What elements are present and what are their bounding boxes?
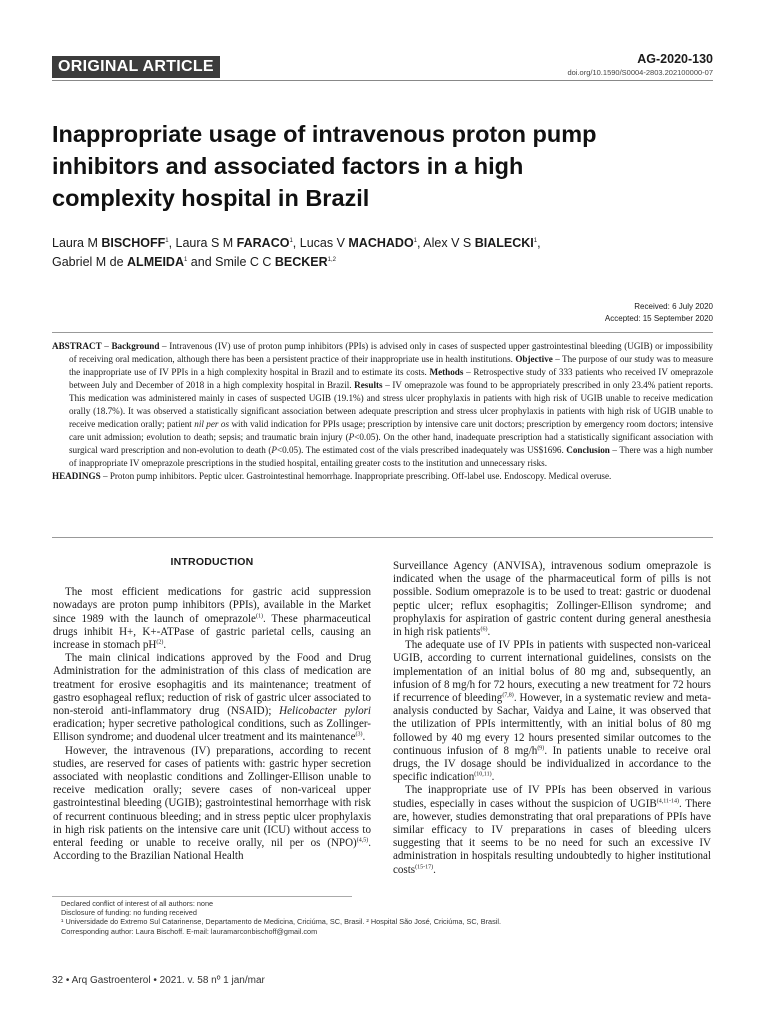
author-affiliation: 1 (533, 237, 538, 244)
citation-ref: (15-17) (415, 864, 434, 870)
body-column-left (53, 556, 371, 863)
paragraph-text: . (163, 639, 167, 652)
abstract-top-rule (52, 332, 713, 333)
submission-dates (605, 301, 713, 325)
citation-ref: (3) (355, 731, 363, 738)
author-surname: BECKER (274, 255, 328, 269)
headings-text: Proton pump inhibitors. Peptic ulcer. Gastrointestinal hemorrhage. Inappropriate prescribing. Off-label use. Endoscopy. Medical overuse. (109, 471, 612, 482)
paragraph-text: . According to the Brazilian National Health (53, 837, 371, 863)
citation-ref: (9) (537, 745, 545, 752)
author-surname: FARACO (236, 236, 290, 250)
methods-text: Retrospective study of 333 patients who received IV omeprazole between July and December of 2018 in a high complexity hospital in Brazil. (69, 367, 714, 391)
issue-info: 2021. v. 58 nº 1 jan/mar (159, 975, 265, 986)
citation-ref: (4,11-14) (656, 797, 680, 804)
paragraph-text: . There are, however, studies demonstrating that oral preparations of PPIs have similar efficacy to IV preparations in cases of bleeding ulcers suggesting that it seems to be no need for such an excessive IV administration in hospitals resulting undoubtedly to higher institutional costs (393, 797, 711, 876)
header-divider (52, 80, 713, 81)
author-sep: , (417, 236, 424, 250)
headings-label: HEADINGS (52, 471, 101, 482)
author-given: Lucas V (299, 236, 349, 250)
author-affiliation: 1,2 (327, 256, 337, 263)
background-text: Intravenous (IV) use of proton pump inhibitors (PPIs) is advised only in cases of suspected upper gastrointestinal bleeding (UGIB) or impossibility of receiving oral medication, although there has been a persistent practice of their inappropriate use in health institutions. (69, 341, 713, 365)
section-heading-introduction: INTRODUCTION (170, 556, 254, 568)
author-surname: BIALECKI (474, 236, 534, 250)
paragraph-text: The adequate use of IV PPIs in patients with suspected non-variceal UGIB, according to current international guidelines, consists on the implementation of an initial bolus of 80 mg and, subsequently, an infusion of 8 mg/h for 72 hours, executing a new treatment for 72 hours if recurrence of bleeding (393, 639, 711, 705)
journal-name: Arq Gastroenterol (71, 975, 151, 986)
intro-paragraph-3 (53, 745, 371, 864)
funding-statement: Disclosure of funding: no funding received (61, 908, 197, 918)
paragraph-text: . (491, 771, 495, 784)
results-label: Results (354, 380, 383, 391)
intro-paragraph-3-continued (393, 560, 711, 639)
results-text: <0.05). The estimated cost of the vials prescribed inadequately was US$1696. (276, 445, 567, 456)
author-given: Laura S M (175, 236, 237, 250)
body-column-right (393, 560, 711, 877)
paragraph-text: The most efficient medications for gastric acid suppression nowadays are proton pump inhibitors (PPIs), available in the Market since 1989 with the launch of omeprazole (53, 586, 371, 625)
abstract-body: ABSTRACT – Background – Intravenous (IV) use of proton pump inhibitors (PPIs) is advised only in cases of suspected upper gastrointestinal bleeding (UGIB) or impossibility of receiving oral medication, although there has been a persistent practice of their inappropriate use in health institutions. Objective – The purpose of our study was to measure the inappropriate use of IV PPIs in a high complexity hospital in Brazil and to estimate its costs. Methods – Retrospective study of 333 patients who received IV omeprazole between July and December of 2018 in a high complexity hospital in Brazil. Results – IV omeprazole was found to be appropriately prescribed in only 23.4% patient reports. This medication was administered mainly in cases of suspected UGIB (19.1%) and stress ulcer prophylaxis in patients with high risk of UGIB unable to receive medication orally (18.7%). It was observed a statistically significant association between adequate prescription and stress ulcer prophylaxis in patients with high risk of UGIB unable to receive medication orally; patient nil per os with valid indication for PPIs usage; prescription by intensive care unit doctors; prescription by emergency room doctors; intensive care unit admission; evolution to death; sepsis; and traumatic brain injury (P<0.05). On the other hand, inadequate prescription had a statistically significant association with surgical ward prescription and non-evolution to death (P<0.05). The estimated cost of the vials prescribed inadequately was US$1696. Conclusion – There was a high number of inappropriate IV omeprazole prescriptions in the studied hospital, entailing greater costs to the institution and unnecessary risks. (52, 341, 714, 469)
abstract-label: ABSTRACT (52, 341, 102, 351)
author-surname: BISCHOFF (101, 236, 166, 250)
paragraph-text: However, the intravenous (IV) preparations, according to recent studies, are reserved for cases of patients with: gastric hyper secretion associated with neoplastic conditions and Zollinger-Ellison unable to receive medication orally; severe cases of non-variceal upper gastrointestinal bleeding (UGIB); gastrointestinal hemorrhage with risk of recurrent continuous bleeding; and in stress peptic ulcer prophylaxis in high risk patients on the intensive care unit (ICU) without access to enteral feeding or unable to receive orally, nil per os (NPO) (53, 744, 371, 850)
page-footer: 32 • Arq Gastroenterol • 2021. v. 58 nº 1 jan/mar (52, 975, 265, 986)
intro-paragraph-5 (393, 784, 711, 876)
paragraph-text: Surveillance Agency (ANVISA), intravenous sodium omeprazole is indicated when the usage of the pharmaceutical form of pills is not possible. Sodium omeprazole is to be used to treat: gastric or duodenal peptic ulcer; reflux esophagitis; Zollinger-Ellison syndrome; and prophylaxis for aspiration of gastric content during general anesthesia in high risk patients (393, 560, 711, 639)
species-name: Helicobacter pylori (279, 705, 371, 718)
abstract-bottom-rule (52, 537, 713, 538)
intro-paragraph-1 (53, 586, 371, 652)
author-sep: , (537, 236, 541, 250)
received-date: Received: 6 July 2020 (634, 302, 713, 311)
article-type-badge: ORIGINAL ARTICLE (52, 56, 220, 78)
results-text: <0.05). On the other hand, inadequate prescription had a statistically significant association with surgical ward prescription and non-evolution to death ( (69, 432, 714, 456)
citation-ref: (2) (156, 639, 164, 646)
corresponding-author: Corresponding author: Laura Bischoff. E-mail: lauramarconbischoff@gmail.com (61, 926, 318, 936)
author-affiliation: 1 (413, 237, 418, 244)
author-surname: MACHADO (348, 236, 414, 250)
author-surname: ALMEIDA (127, 255, 184, 269)
results-italic: nil per os (194, 419, 230, 430)
author-affiliation: 1 (289, 237, 293, 244)
paragraph-text: . In patients unable to receive oral drugs, the IV dosage should be individualized in accordance to the specific indication (393, 744, 711, 784)
accepted-date: Accepted: 15 September 2020 (604, 314, 713, 323)
author-given: Smile C C (215, 255, 275, 269)
p-value-symbol: P (348, 432, 355, 443)
author-given: Alex V S (423, 236, 475, 250)
author-affiliation: 1 (165, 237, 169, 244)
abstract (52, 340, 713, 484)
paragraph-text: The main clinical indications approved by the Food and Drug Administration for the administration of this class of medication are treatment for erosive esophagitis and its maintenance; treatment of gastro esophageal reflux; reduction of risk of gastric ulcer associated to non-steroid anti-inflammatory drug (NSAID); (53, 652, 371, 718)
methods-label: Methods (429, 367, 464, 378)
citation-ref: (1) (255, 612, 263, 619)
citation-ref: (4,5) (356, 837, 369, 844)
objective-label: Objective (515, 354, 553, 365)
paragraph-text: . (362, 731, 366, 744)
intro-paragraph-4 (393, 639, 711, 784)
author-given: Laura M (52, 236, 102, 250)
author-line-1 (52, 234, 712, 253)
paragraph-text: eradication; hyper secretive pathological conditions, such as Zollinger-Ellison syndrome; and duodenal ulcer treatment and its maintenance (53, 718, 371, 744)
author-affiliation: 1 (183, 256, 188, 263)
author-sep: , (168, 236, 176, 250)
article-id: AG-2020-130 (637, 52, 713, 66)
article-title: Inappropriate usage of intravenous proton pump inhibitors and associated factors in a high complexity hospital in Brazil (52, 121, 597, 211)
footnotes (61, 899, 701, 936)
author-list (52, 234, 712, 272)
conflict-statement: Declared conflict of interest of all authors: none (61, 899, 214, 908)
headings: HEADINGS – Proton pump inhibitors. Peptic ulcer. Gastrointestinal hemorrhage. Inappropriate prescribing. Off-label use. Endoscopy. Medical overuse. (52, 471, 612, 482)
results-text: IV omeprazole was found to be appropriately prescribed in only 23.4% patient reports. This medication was administered mainly in cases of suspected UGIB (19.1%) and stress ulcer prophylaxis in patients with high risk of UGIB unable to receive medication orally (18.7%). It was observed a statistically significant association between adequate prescription and stress ulcer prophylaxis in patients with high risk of UGIB unable to receive medication orally; patient (69, 380, 714, 430)
intro-paragraph-2 (53, 652, 371, 744)
paragraph-text: . (433, 863, 436, 876)
footnote-divider (52, 896, 352, 897)
paragraph-text: . (487, 626, 491, 639)
objective-text: The purpose of our study was to measure the inappropriate use of IV PPIs in a high complexity hospital in Brazil and to estimate its costs. (69, 354, 713, 378)
citation-ref: (10,11) (474, 771, 492, 778)
author-sep: and (187, 255, 216, 269)
page-number: 32 (52, 975, 64, 986)
background-label: Background (111, 341, 160, 351)
doi-link[interactable]: doi.org/10.1590/S0004-2803.202100000-07 (567, 68, 713, 77)
paragraph-text: The inappropriate use of IV PPIs has been observed in various studies, especially in cases without the suspicion of UGIB (393, 784, 711, 810)
affiliations: ¹ Universidade do Extremo Sul Catarinense, Departamento de Medicina, Criciúma, SC, Brasil. ² Hospital São José, Criciúma, SC, Brasil. (61, 917, 502, 927)
conclusion-label: Conclusion (566, 445, 610, 456)
conclusion-text: There was a high number of inappropriate IV omeprazole prescriptions in the studied hospital, entailing greater costs to the institution and unnecessary risks. (69, 445, 713, 469)
paragraph-text: . These pharmaceutical drugs inhibit H+, K+-ATPase of gastric parietal cells, causing an increase in stomach pH (53, 612, 371, 652)
author-sep: , (292, 236, 300, 250)
citation-ref: (6) (480, 626, 488, 633)
citation-ref: (7,8) (502, 692, 514, 699)
author-given: Gabriel M de (52, 255, 128, 269)
author-line-2 (52, 253, 712, 272)
results-text: with valid indication for PPIs usage; prescription by intensive care unit doctors; prescription by emergency room doctors; intensive care unit admission; evolution to death; sepsis; and traumatic brain injury ( (69, 419, 714, 443)
p-value-symbol: P (271, 445, 277, 456)
paragraph-text: . However, in a systematic review and meta-analysis conducted by Sachar, Vaidya and Laine, it was observed that the utilization of PPIs intermittently, with an initial bolus of 80 mg followed by 40 mg every 12 hours presented similar outcomes to the continuous infusion of 8 mg/h (393, 692, 711, 757)
